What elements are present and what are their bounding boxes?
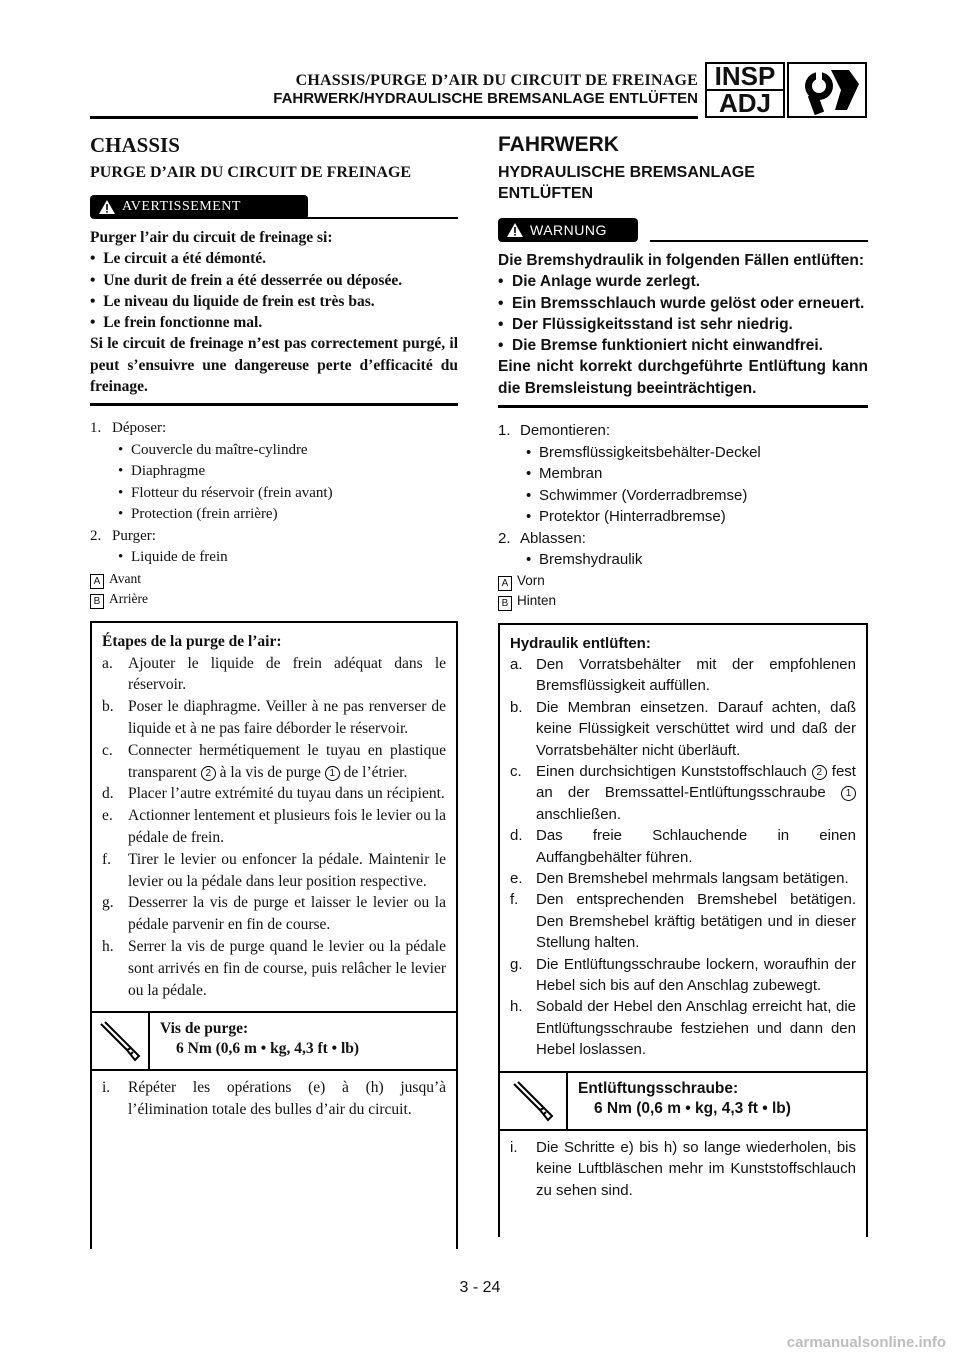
procedure-final — [92, 1071, 456, 1125]
procedure-item: i. Répéter les opérations (e) à (h) jusqu’à l’élimination totale des bulles d’air du circuit. — [102, 1079, 446, 1119]
warning-bullet: • Une durit de frein a été desserrée ou déposée. — [90, 271, 403, 289]
torque-value: 6 Nm (0,6 m • kg, 4,3 ft • lb) — [594, 1099, 791, 1117]
badge-adj: ADJ — [707, 89, 783, 116]
procedure-item: b. Poser le diaphragme. Veiller à ne pas renverser de liquide et à ne pas faire déborder le réservoir. — [102, 698, 446, 738]
steps-list — [90, 418, 458, 569]
callout-2: 2 — [812, 765, 827, 780]
callout-2: 2 — [201, 766, 216, 781]
warning-badge — [90, 195, 308, 219]
subsection-title: PURGE D’AIR DU CIRCUIT DE FREINAGE — [90, 164, 412, 181]
step-item: 1. Déposer: — [90, 420, 167, 437]
insp-adj-badge — [705, 62, 785, 118]
warning-label: WARNUNG — [530, 222, 607, 238]
procedure-item: h. Sobald der Hebel den Anschlag erreicht hat, die Entlüftungsschraube festziehen und dann den Hebel loslassen. — [510, 998, 856, 1059]
torque-label: Entlüftungsschraube: — [578, 1079, 739, 1097]
legend-item: A Vorn — [498, 571, 868, 591]
warning-outro: Eine nicht korrekt durchgeführte Entlüftung kann die Bremsleistung beeinträchtigen. — [498, 358, 868, 397]
procedure-item: h. Serrer la vis de purge quand le levier ou la pédale sont arrivés en fin de course, puis relâcher le levier ou la pédale. — [102, 938, 446, 999]
procedure-title: Étapes de la purge de l’air: — [102, 632, 282, 650]
step-subitem: • Diaphragme — [118, 463, 206, 480]
procedure-item: i. Die Schritte e) bis h) so lange wiederholen, bis keine Luftbläschen mehr im Kunststoffschlauch zu sehen sind. — [510, 1138, 856, 1199]
procedure-item: c. Connecter hermétiquement le tuyau en plastique transparent 2 à la vis de purge 1 de l’étrier. — [102, 741, 446, 781]
warning-bullet: • Die Anlage wurde zerlegt. — [498, 273, 701, 291]
torque-wrench-icon — [500, 1073, 568, 1129]
warning-rule — [302, 217, 458, 219]
warning-triangle-icon — [506, 222, 524, 238]
procedure-item: g. Desserrer la vis de purge et laisser le levier ou la pédale parvenir en fin de course. — [102, 894, 446, 934]
step-item: 2. Ablassen: — [498, 529, 586, 547]
legend-item: A Avant — [90, 569, 458, 589]
header-title-de: FAHRWERK/HYDRAULISCHE BREMSANLAGE ENTLÜFTEN — [273, 90, 698, 107]
procedure-final — [500, 1131, 866, 1205]
warning-end-rule — [498, 405, 868, 408]
procedure-item: d. Placer l’autre extrémité du tuyau dans un récipient. — [102, 785, 445, 803]
warning-bullet: • Le niveau du liquide de frein est très bas. — [90, 292, 375, 310]
warning-intro: Die Bremshydraulik in folgenden Fällen entlüften: — [498, 252, 865, 269]
step-subitem: • Bremshydraulik — [526, 551, 643, 569]
step-subitem: • Flotteur du réservoir (frein avant) — [118, 484, 333, 501]
header-title-fr: CHASSIS/PURGE D’AIR DU CIRCUIT DE FREINAGE — [295, 72, 698, 89]
warning-label: AVERTISSEMENT — [122, 199, 241, 214]
legend — [498, 571, 868, 611]
procedure-item: g. Die Entlüftungsschraube lockern, woraufhin der Hebel sich bis auf den Anschlag zubewegt. — [510, 955, 856, 995]
procedure-item: b. Die Membran einsetzen. Darauf achten, daß keine Flüssigkeit verschüttet wird und daß der Vorratsbehälter nicht überläuft. — [510, 698, 856, 759]
legend-item: B Arrière — [90, 589, 458, 609]
callout-1: 1 — [841, 786, 856, 801]
warning-intro: Purger l’air du circuit de freinage si: — [90, 229, 333, 246]
page-number: 3 - 24 — [459, 1279, 501, 1296]
procedure-title: Hydraulik entlüften: — [510, 634, 651, 652]
procedure-item: e. Den Bremshebel mehrmals langsam betätigen. — [510, 870, 849, 888]
step-item: 2. Purger: — [90, 527, 156, 544]
step-subitem: • Couvercle du maître-cylindre — [118, 441, 308, 458]
procedure-item: d. Das freie Schlauchende in einen Auffangbehälter führen. — [510, 827, 856, 866]
warning-rule — [650, 240, 868, 242]
torque-text — [568, 1073, 801, 1129]
step-subitem: • Bremsflüssigkeitsbehälter-Deckel — [526, 443, 761, 461]
callout-1: 1 — [325, 766, 340, 781]
warning-outro: Si le circuit de freinage n’est pas correctement purgé, il peut s’ensuivre une dangereuse perte d’efficacité du freinage. — [90, 335, 458, 396]
warning-bullet: • Ein Bremsschlauch wurde gelöst oder erneuert. — [498, 294, 865, 312]
torque-text — [150, 1013, 369, 1069]
procedure-box — [498, 623, 868, 1237]
warning-body — [498, 250, 868, 399]
steps-list — [498, 420, 868, 571]
warning-bullet: • Le circuit a été démonté. — [90, 250, 267, 268]
step-subitem: • Protektor (Hinterradbremse) — [526, 508, 726, 526]
torque-wrench-icon — [92, 1013, 150, 1069]
page-header — [273, 72, 698, 108]
watermark: carmanualsonline.info — [786, 1334, 946, 1351]
warning-bullet: • Le frein fonctionne mal. — [90, 314, 263, 332]
step-subitem: • Schwimmer (Vorderradbremse) — [526, 486, 748, 504]
step-subitem: • Liquide de frein — [118, 549, 228, 566]
warning-header — [90, 195, 458, 221]
procedure-item: c. Einen durchsichtigen Kunststoffschlauch 2 fest an der Bremssattel-Entlüftungsschraube 1 anschließen. — [510, 763, 856, 823]
procedure-box — [90, 621, 458, 1249]
legend — [90, 569, 458, 609]
step-subitem: • Membran — [526, 465, 603, 483]
section-title: CHASSIS — [90, 133, 180, 157]
procedure-steps — [500, 625, 866, 1065]
step-subitem: • Protection (frein arrière) — [118, 506, 278, 523]
torque-spec — [500, 1071, 866, 1131]
warning-bullet: • Der Flüssigkeitsstand ist sehr niedrig. — [498, 315, 793, 333]
torque-label: Vis de purge: — [160, 1020, 249, 1038]
header-rule — [90, 116, 698, 119]
legend-item: B Hinten — [498, 591, 868, 611]
warning-triangle-icon — [98, 199, 116, 215]
procedure-steps — [92, 623, 456, 1006]
procedure-item: f. Den entsprechenden Bremshebel betätigen. Den Bremshebel kräftig betätigen und in dieser Stellung halten. — [510, 891, 856, 952]
wrench-tools-icon — [787, 62, 867, 118]
warning-header — [498, 218, 868, 244]
procedure-item: e. Actionner lentement et plusieurs fois le levier ou la pédale de frein. — [102, 807, 446, 847]
subsection-title: HYDRAULISCHE BREMSANLAGE ENTLÜFTEN — [498, 164, 755, 202]
section-title: FAHRWERK — [498, 133, 619, 156]
torque-spec — [92, 1011, 456, 1071]
torque-value: 6 Nm (0,6 m • kg, 4,3 ft • lb) — [176, 1040, 360, 1058]
warning-badge — [498, 218, 638, 242]
procedure-item: a. Den Vorratsbehälter mit der empfohlenen Bremsflüssigkeit auffüllen. — [510, 655, 856, 695]
column-german — [498, 130, 868, 1237]
procedure-item: f. Tirer le levier ou enfoncer la pédale. Maintenir le levier ou la pédale dans leur position respective. — [102, 850, 446, 890]
warning-end-rule — [90, 403, 458, 406]
procedure-item: a. Ajouter le liquide de frein adéquat dans le réservoir. — [102, 654, 446, 694]
column-french — [90, 130, 458, 1249]
step-item: 1. Demontieren: — [498, 422, 611, 440]
warning-body — [90, 227, 458, 397]
warning-bullet: • Die Bremse funktioniert nicht einwandfrei. — [498, 337, 823, 355]
badge-insp: INSP — [714, 61, 776, 91]
